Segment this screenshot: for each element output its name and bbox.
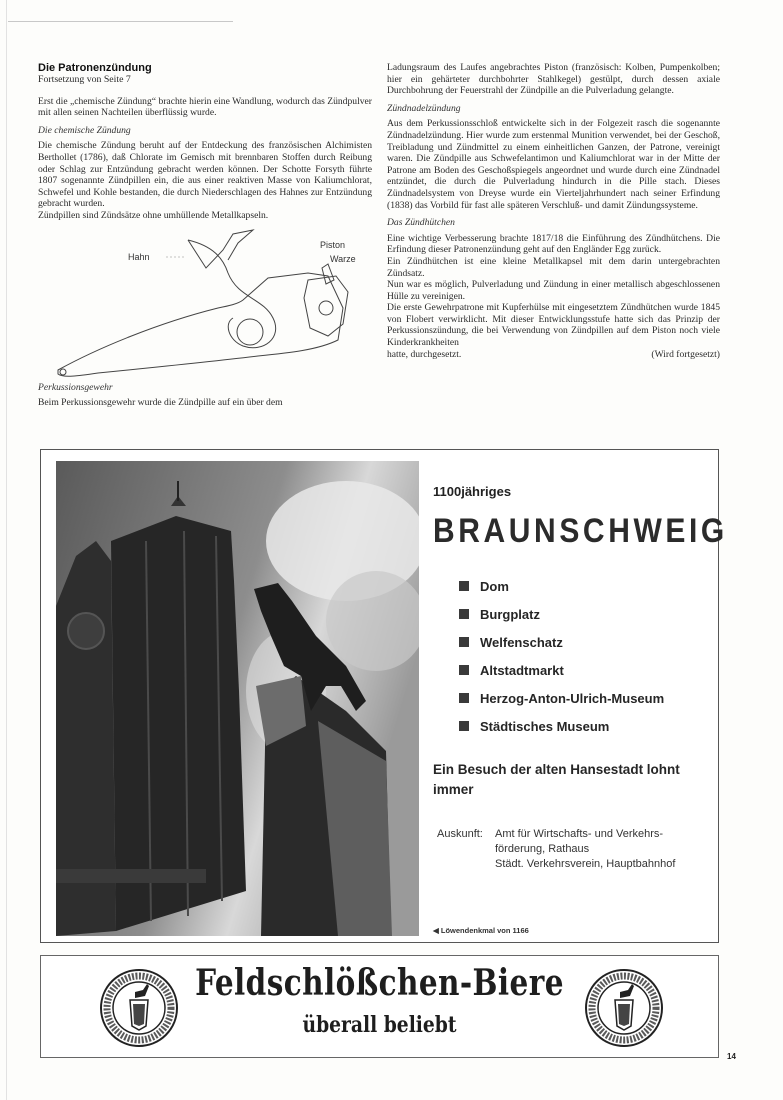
attraction-item <box>459 572 664 600</box>
attraction-item <box>459 712 664 740</box>
square-bullet-icon <box>459 693 469 703</box>
feldschloesschen-advertisement <box>40 955 719 1058</box>
figure-caption: Perkussionsgewehr <box>38 381 113 393</box>
attraction-label: Altstadtmarkt <box>480 662 564 678</box>
attraction-item <box>459 600 664 628</box>
last-line: hatte, durchgesetzt. <box>387 348 462 360</box>
article-intro: Erst die „chemische Zündung“ brachte hierin eine Wandlung, wodurch das Zündpulver mit allen seinen Nachteilen überflüssig wurde. <box>38 95 372 119</box>
beer-slogan: überall beliebt <box>302 1012 457 1038</box>
photo-caption-text: Löwendenkmal von 1166 <box>440 926 529 935</box>
paragraph: Ladungsraum des Laufes angebrachtes Piston (französisch: Kolben, Pumpenkolben; hier ein gehärteter durchbohrter Stahlkegel) gestülpt, durch dessen axiale Durchbohrung der Feuerstrahl der Zündpille an die Pulverladung gelangte. <box>387 62 720 97</box>
paragraph: Beim Perkussionsgewehr wurde die Zündpille auf ein über dem <box>38 397 283 409</box>
brewery-seal-icon <box>584 968 664 1048</box>
paragraph: Zündpillen sind Zündsätze ohne umhüllende Metallkapseln. <box>38 209 269 221</box>
attraction-item <box>459 656 664 684</box>
info-lines <box>495 827 675 872</box>
paragraph: Die erste Gewehrpatrone mit Kupferhülse mit eingesetztem Zündhütchen wurde 1845 von Flobert verwirklicht. Mit dieser Entwicklungsstufe hatte sich das Prinzip der Perkussionszündung, die bei Verwendung von Zündpillen auf dem Piston noch viele Kinderkrankheiten <box>387 302 720 349</box>
attraction-label: Welfenschatz <box>480 634 563 650</box>
lion-monument-photo <box>56 461 419 936</box>
page-edge-rule <box>6 0 7 1100</box>
beer-brand-title: Feldschlößchen-Biere <box>195 962 564 1004</box>
label-nipple: Warze <box>330 253 356 264</box>
attraction-item <box>459 628 664 656</box>
section-heading: Das Zündhütchen <box>387 217 455 229</box>
attractions-list <box>459 572 664 740</box>
attraction-label: Dom <box>480 578 509 594</box>
paragraph: Aus dem Perkussionsschloß entwickelte sich in der Folgezeit rasch die sogenannte Zündnadelzündung. Hier wurde zum erstenmal Munition verwendet, bei der Geschoß, Treibladung und Zündmittel zu einem einheitlichen Ganzen, der Patrone, vereinigt waren. Die Zündpille aus Schwefelantimon und Kaliumchlorat war in der Mitte der Patrone am Boden des Geschoßspiegels angeordnet und wurde durch eine Zündnadel entzündet, die durch die Pulverladung hindurch in die Pille stach. Dieses Zündnadelsystem von Dreyse wurde ein Vierteljahrhundert nach seiner Erfindung (1838) das Vorbild für fast alle späteren Verschluß- und damit Zündungssysteme. <box>387 118 720 211</box>
page-number: 14 <box>727 1052 736 1061</box>
article-right-column <box>387 62 720 360</box>
square-bullet-icon <box>459 637 469 647</box>
paragraph: Nun war es möglich, Pulverladung und Zündung in einer metallisch abgeschlossenen Hülle zu vereinigen. <box>387 279 720 302</box>
info-line: Städt. Verkehrsverein, Hauptbahnhof <box>495 858 676 870</box>
header-rule <box>8 21 233 22</box>
square-bullet-icon <box>459 581 469 591</box>
photo-illustration <box>56 461 419 936</box>
info-block <box>437 827 675 872</box>
section-heading: Die chemische Zündung <box>38 124 131 136</box>
attraction-label: Burgplatz <box>480 606 540 622</box>
info-line: förderung, Rathaus <box>495 843 590 855</box>
photo-caption <box>433 926 529 935</box>
info-line: Amt für Wirtschafts- und Verkehrs- <box>495 828 664 840</box>
ad-text-block <box>433 450 728 942</box>
paragraph: Ein Zündhütchen ist eine kleine Metallkapsel mit dem darin untergebrachten Zündsatz. <box>387 255 720 279</box>
left-pointer-icon: ◀ <box>433 926 439 935</box>
attraction-item <box>459 684 664 712</box>
paragraph: Eine wichtige Verbesserung brachte 1817/18 die Einführung des Zündhütchens. Die Erfindung dieser Patronenzündung geht auf den Engländer Egg zurück. <box>387 232 720 256</box>
paragraph: Die chemische Zündung beruht auf der Entdeckung des französischen Alchimisten Berthollet (1786), daß Chlorate im Gemisch mit brennbaren Stoffen durch Reibung oder Schlag zur Entzündung gebracht werden können. Der Schotte Forsyth führte 1807 sogenannte Zündpillen ein, die aus einer reaktiven Masse von Kaliumchlorat, Schwefel und Kohle bestanden, die durch Niederschlagen des Hahnes zur Entzündung gebracht wurden. <box>38 140 372 210</box>
percussion-lock-figure <box>38 228 368 378</box>
attraction-label: Herzog-Anton-Ulrich-Museum <box>480 690 665 706</box>
article-title: Die Patronenzündung <box>38 62 152 74</box>
attraction-label: Städtisches Museum <box>480 718 610 734</box>
ad-city-name: BRAUNSCHWEIG <box>433 512 728 550</box>
section-heading: Zündnadelzündung <box>387 102 461 114</box>
continued-note: (Wird fortgesetzt) <box>651 348 720 360</box>
article-end <box>387 349 720 361</box>
braunschweig-advertisement <box>40 449 728 943</box>
percussion-lock-drawing <box>38 228 368 378</box>
info-label: Auskunft: <box>437 828 483 840</box>
article-subtitle: Fortsetzung von Seite 7 <box>38 74 131 85</box>
square-bullet-icon <box>459 721 469 731</box>
square-bullet-icon <box>459 609 469 619</box>
ad-kicker: 1100jähriges <box>433 484 512 499</box>
ad-slogan: Ein Besuch der alten Hansestadt lohnt immer <box>433 762 680 797</box>
square-bullet-icon <box>459 665 469 675</box>
label-piston: Piston <box>320 239 346 250</box>
label-hammer: Hahn <box>128 251 150 262</box>
article-left-column <box>38 62 372 409</box>
